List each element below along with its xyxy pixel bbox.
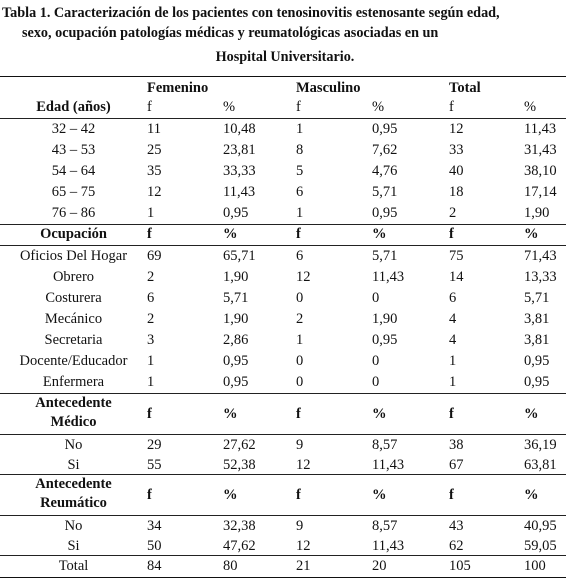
total-masc-pct: 20	[372, 558, 387, 574]
cell-ff: 25	[147, 142, 162, 158]
row-label: 65 – 75	[51, 184, 96, 200]
cell-tf: 67	[449, 457, 464, 473]
total-label: Total	[58, 558, 89, 574]
cell-fp: 23,81	[223, 142, 256, 158]
row-label: Si	[67, 538, 80, 554]
caption-line-2: sexo, ocupación patologías médicas y reumatológicas asociadas en un	[22, 25, 439, 41]
cell-tp: 0,95	[524, 374, 550, 390]
cell-fp: 65,71	[223, 248, 256, 264]
cell-fp: 0,95	[223, 353, 249, 369]
medico-title-line2: Médico	[50, 414, 97, 430]
cell-fp: 11,43	[223, 184, 256, 200]
cell-fp: 1,90	[223, 311, 249, 327]
reumatico-title-line2: Reumático	[40, 495, 107, 511]
row-label: Si	[67, 457, 80, 473]
cell-ff: 50	[147, 538, 162, 554]
cell-ff: 1	[147, 353, 155, 369]
table-row	[0, 435, 566, 456]
cell-tf: 1	[449, 353, 457, 369]
edad-title: Edad (años)	[36, 99, 111, 115]
col-pct: %	[524, 487, 539, 503]
col-pct: %	[223, 99, 236, 115]
cell-ff: 55	[147, 457, 162, 473]
row-label: 43 – 53	[51, 142, 96, 158]
table-row	[0, 182, 566, 203]
total-fem-pct: 80	[223, 558, 238, 574]
cell-mf: 1	[296, 332, 304, 348]
cell-mp: 8,57	[372, 518, 398, 534]
col-f: f	[147, 487, 152, 503]
cell-mp: 11,43	[372, 269, 405, 285]
row-label: No	[64, 437, 83, 453]
cell-tp: 40,95	[524, 518, 557, 534]
cell-fp: 10,48	[223, 121, 256, 137]
cell-tf: 6	[449, 290, 457, 306]
cell-ff: 29	[147, 437, 162, 453]
col-f: f	[147, 226, 152, 242]
cell-tp: 63,81	[524, 457, 557, 473]
col-f: f	[449, 99, 454, 115]
cell-mp: 0,95	[372, 205, 398, 221]
cell-ff: 6	[147, 290, 155, 306]
cell-tp: 38,10	[524, 163, 557, 179]
group-total: Total	[449, 80, 481, 96]
col-f: f	[147, 406, 152, 422]
table-row	[0, 267, 566, 288]
table-row	[0, 330, 566, 351]
table-bottom-rule	[0, 577, 566, 578]
table-row	[0, 351, 566, 372]
col-f: f	[449, 487, 454, 503]
cell-tp: 17,14	[524, 184, 557, 200]
cell-ff: 2	[147, 269, 155, 285]
total-total-pct: 100	[524, 558, 546, 574]
col-f: f	[147, 99, 152, 115]
col-pct: %	[372, 406, 387, 422]
col-pct: %	[372, 99, 385, 115]
cell-tp: 1,90	[524, 205, 550, 221]
cell-mf: 12	[296, 269, 311, 285]
table-row	[0, 246, 566, 267]
reumatico-header-row	[0, 475, 566, 515]
table-row	[0, 516, 566, 537]
cell-mf: 12	[296, 538, 311, 554]
cell-mp: 4,76	[372, 163, 398, 179]
cell-tf: 43	[449, 518, 464, 534]
cell-fp: 0,95	[223, 205, 249, 221]
reumatico-title	[0, 475, 147, 513]
col-f: f	[449, 406, 454, 422]
ocupacion-header-row	[0, 224, 566, 245]
cell-mf: 1	[296, 205, 304, 221]
cell-tf: 1	[449, 374, 457, 390]
cell-fp: 47,62	[223, 538, 256, 554]
cell-tp: 3,81	[524, 311, 550, 327]
cell-mp: 5,71	[372, 248, 398, 264]
cell-tp: 0,95	[524, 353, 550, 369]
cell-ff: 2	[147, 311, 155, 327]
total-fem-f: 84	[147, 558, 162, 574]
cell-tf: 38	[449, 437, 464, 453]
cell-ff: 34	[147, 518, 162, 534]
table-row	[0, 309, 566, 330]
table-row	[0, 536, 566, 557]
cell-tf: 62	[449, 538, 464, 554]
group-masculino: Masculino	[296, 80, 361, 96]
cell-mf: 0	[296, 290, 304, 306]
col-pct: %	[223, 406, 238, 422]
cell-tp: 31,43	[524, 142, 557, 158]
cell-mp: 7,62	[372, 142, 398, 158]
edad-header-row	[0, 97, 566, 118]
cell-mf: 0	[296, 374, 304, 390]
cell-tp: 59,05	[524, 538, 557, 554]
col-pct: %	[524, 406, 539, 422]
row-label: 32 – 42	[51, 121, 96, 137]
row-label: Mecánico	[44, 311, 103, 327]
cell-tf: 12	[449, 121, 464, 137]
cell-tf: 18	[449, 184, 464, 200]
cell-tf: 75	[449, 248, 464, 264]
cell-mf: 5	[296, 163, 304, 179]
cell-mf: 1	[296, 121, 304, 137]
table-row	[0, 288, 566, 309]
cell-fp: 0,95	[223, 374, 249, 390]
table-row	[0, 372, 566, 393]
group-header-row	[0, 78, 566, 99]
col-pct: %	[372, 226, 387, 242]
cell-mp: 0,95	[372, 332, 398, 348]
cell-mp: 0,95	[372, 121, 398, 137]
cell-mp: 0	[372, 374, 380, 390]
cell-tp: 11,43	[524, 121, 557, 137]
col-f: f	[296, 226, 301, 242]
cell-ff: 11	[147, 121, 161, 137]
medico-title	[0, 394, 147, 432]
caption-line-1: Tabla 1. Caracterización de los pacientes con tenosinovitis estenosante según edad,	[2, 5, 500, 21]
cell-fp: 52,38	[223, 457, 256, 473]
col-pct: %	[223, 226, 238, 242]
row-label: Enfermera	[42, 374, 105, 390]
cell-fp: 33,33	[223, 163, 256, 179]
cell-fp: 27,62	[223, 437, 256, 453]
cell-fp: 2,86	[223, 332, 249, 348]
cell-mf: 8	[296, 142, 304, 158]
cell-tp: 3,81	[524, 332, 550, 348]
cell-tf: 4	[449, 332, 457, 348]
cell-mf: 9	[296, 437, 304, 453]
cell-mp: 5,71	[372, 184, 398, 200]
row-label: Docente/Educador	[19, 353, 128, 369]
medico-title-line1: Antecedente	[35, 395, 112, 411]
table-row	[0, 203, 566, 224]
table-row	[0, 455, 566, 476]
cell-mp: 1,90	[372, 311, 398, 327]
cell-mf: 6	[296, 248, 304, 264]
cell-tf: 4	[449, 311, 457, 327]
cell-mp: 8,57	[372, 437, 398, 453]
cell-tp: 71,43	[524, 248, 557, 264]
cell-mp: 11,43	[372, 457, 405, 473]
cell-tp: 36,19	[524, 437, 557, 453]
cell-ff: 1	[147, 374, 155, 390]
col-f: f	[296, 406, 301, 422]
table-top-rule	[0, 76, 566, 77]
table-row	[0, 119, 566, 140]
cell-tp: 5,71	[524, 290, 550, 306]
col-pct: %	[223, 487, 238, 503]
cell-mf: 9	[296, 518, 304, 534]
col-f: f	[296, 487, 301, 503]
cell-tf: 2	[449, 205, 457, 221]
cell-tp: 13,33	[524, 269, 557, 285]
total-masc-f: 21	[296, 558, 311, 574]
cell-ff: 12	[147, 184, 162, 200]
cell-fp: 5,71	[223, 290, 249, 306]
medico-header-row	[0, 394, 566, 434]
cell-tf: 40	[449, 163, 464, 179]
row-label: 76 – 86	[51, 205, 96, 221]
cell-tf: 14	[449, 269, 464, 285]
cell-tf: 33	[449, 142, 464, 158]
group-femenino: Femenino	[147, 80, 209, 96]
col-pct: %	[524, 226, 539, 242]
cell-mf: 0	[296, 353, 304, 369]
total-total-f: 105	[449, 558, 471, 574]
cell-mp: 0	[372, 290, 380, 306]
cell-ff: 35	[147, 163, 162, 179]
cell-mp: 11,43	[372, 538, 405, 554]
col-f: f	[296, 99, 301, 115]
table-row	[0, 161, 566, 182]
caption-line-3: Hospital Universitario.	[215, 49, 355, 65]
cell-fp: 1,90	[223, 269, 249, 285]
col-pct: %	[372, 487, 387, 503]
cell-ff: 3	[147, 332, 155, 348]
row-label: No	[64, 518, 83, 534]
cell-mf: 2	[296, 311, 304, 327]
row-label: Oficios Del Hogar	[19, 248, 128, 264]
cell-mp: 0	[372, 353, 380, 369]
row-label: Secretaria	[44, 332, 103, 348]
reumatico-title-line1: Antecedente	[35, 476, 112, 492]
cell-mf: 6	[296, 184, 304, 200]
col-pct: %	[524, 99, 537, 115]
cell-ff: 1	[147, 205, 155, 221]
table-row	[0, 140, 566, 161]
row-label: Costurera	[45, 290, 102, 306]
col-f: f	[449, 226, 454, 242]
cell-fp: 32,38	[223, 518, 256, 534]
cell-ff: 69	[147, 248, 162, 264]
ocupacion-title: Ocupación	[40, 226, 107, 242]
row-label: Obrero	[52, 269, 95, 285]
cell-mf: 12	[296, 457, 311, 473]
row-label: 54 – 64	[51, 163, 96, 179]
total-row	[0, 556, 566, 577]
